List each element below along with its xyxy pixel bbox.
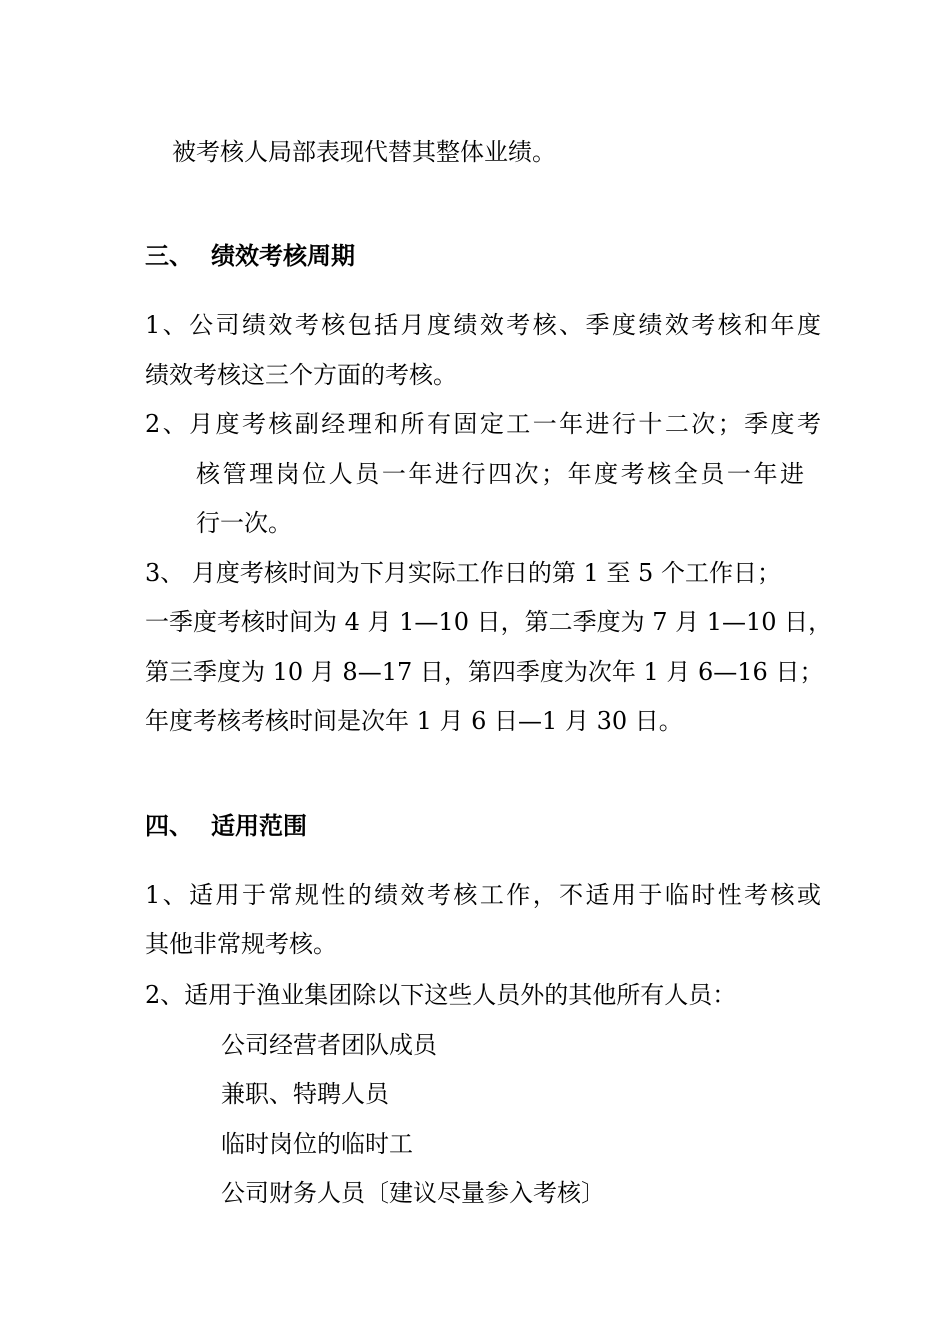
paragraph-line: 绩效考核这三个方面的考核。: [145, 361, 457, 389]
section-title: 适用范围: [211, 812, 307, 840]
paragraph-line: 其他非常规考核。: [145, 930, 337, 958]
paragraph-line: 3、 月度考核时间为下月实际工作日的第 1 至 5 个工作日；: [145, 559, 781, 587]
section-title: 绩效考核周期: [211, 242, 355, 270]
list-item: 兼职、特聘人员: [221, 1080, 389, 1108]
paragraph-line: 行一次。: [196, 509, 292, 537]
paragraph-line: 一季度考核时间为 4 月 1—10 日，第二季度为 7 月 1—10 日，: [145, 608, 833, 636]
section-heading-4: [145, 811, 307, 841]
list-item: 公司经营者团队成员: [221, 1031, 437, 1059]
paragraph-line: 核管理岗位人员一年进行四次；年度考核全员一年进: [196, 460, 804, 488]
paragraph-line: 1、适用于常规性的绩效考核工作，不适用于临时性考核或: [145, 881, 821, 909]
paragraph-line: 1、公司绩效考核包括月度绩效考核、季度绩效考核和年度: [145, 311, 821, 339]
paragraph-line: 2、适用于渔业集团除以下这些人员外的其他所有人员：: [145, 981, 737, 1009]
section-number: 三、: [145, 242, 193, 270]
section-number: 四、: [145, 812, 193, 840]
paragraph-line: 年度考核考核时间是次年 1 月 6 日—1 月 30 日。: [145, 707, 683, 735]
section-heading-3: [145, 241, 355, 271]
list-item: 公司财务人员〔建议尽量参入考核〕: [221, 1179, 605, 1207]
list-item: 临时岗位的临时工: [221, 1130, 413, 1158]
paragraph-line: 第三季度为 10 月 8—17 日，第四季度为次年 1 月 6—16 日；: [145, 658, 824, 686]
intro-line: 被考核人局部表现代替其整体业绩。: [172, 138, 556, 166]
paragraph-line: 2、月度考核副经理和所有固定工一年进行十二次；季度考: [145, 410, 821, 438]
